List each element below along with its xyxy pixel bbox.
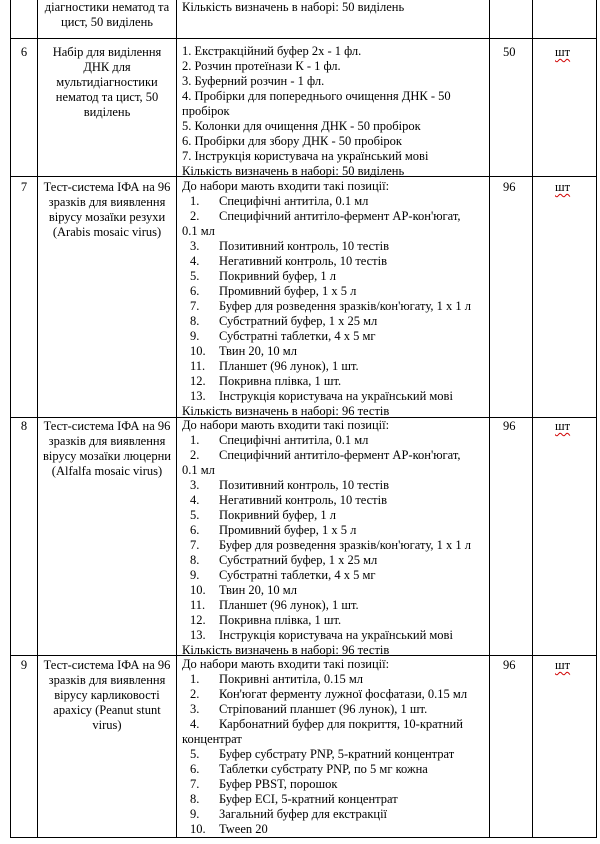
list-number: 1.: [190, 194, 200, 208]
spec-line: Кількість визначень в наборі: 50 виділень: [182, 0, 405, 14]
list-item: Покривний буфер, 1 л: [219, 508, 336, 522]
list-item: Твин 20, 10 мл: [219, 344, 297, 358]
list-number: 2.: [190, 209, 200, 223]
list-item: Кон'югат ферменту лужної фосфатази, 0.15 мл: [219, 687, 468, 701]
list-item: Буфер для розведення зразків/кон'югату, 1 х 1 л: [219, 538, 471, 552]
list-item: Покривний буфер, 1 л: [219, 269, 336, 283]
list-number: 10.: [190, 822, 206, 836]
list-number: 8.: [190, 553, 200, 567]
spec-intro: До набори мають входити такі позиції:: [182, 657, 390, 671]
list-item: Субстратний буфер, 1 х 25 мл: [219, 314, 378, 328]
list-item: Буфер ECI, 5-кратний концентрат: [219, 792, 398, 806]
list-item: Позитивний контроль, 10 тестів: [219, 239, 390, 253]
list-item: Позитивний контроль, 10 тестів: [219, 478, 390, 492]
column-divider: [176, 0, 177, 838]
list-number: 8.: [190, 792, 200, 806]
list-number: 2.: [190, 687, 200, 701]
list-number: 3.: [190, 478, 200, 492]
item-name: Тест-система ІФА на 96 зразків для виявлення вірусу мозаїки резухи (Arabis mosaic virus): [43, 180, 171, 239]
list-item-continuation: концентрат: [182, 732, 242, 746]
list-item: Субстратний буфер, 1 х 25 мл: [219, 553, 378, 567]
list-number: 6.: [190, 523, 200, 537]
list-number: 6.: [190, 762, 200, 776]
row-number: 6: [20, 45, 28, 59]
item-name: Тест-система ІФА на 96 зразків для виявлення вірусу мозаїки люцерни (Alfalfa mosaic virus): [43, 419, 171, 478]
list-item: Промивний буфер, 1 х 5 л: [219, 523, 357, 537]
list-number: 10.: [190, 583, 206, 597]
list-item: Буфер субстрату PNP, 5-кратний концентрат: [219, 747, 455, 761]
list-number: 4.: [190, 254, 200, 268]
list-item: Таблетки субстрату PNP, по 5 мг кожна: [219, 762, 428, 776]
quantity: 96: [503, 180, 516, 194]
spec-intro: До набори мають входити такі позиції:: [182, 418, 390, 432]
list-item: Негативний контроль, 10 тестів: [219, 254, 388, 268]
list-item: Твин 20, 10 мл: [219, 583, 297, 597]
quantity: 96: [503, 419, 516, 433]
list-number: 1.: [190, 672, 200, 686]
list-number: 12.: [190, 613, 206, 627]
unit: шт: [555, 658, 571, 672]
list-item: Стріпований планшет (96 лунок), 1 шт.: [219, 702, 428, 716]
quantity: 96: [503, 658, 516, 672]
list-item: Промивний буфер, 1 х 5 л: [219, 284, 357, 298]
table-bottom-border: [10, 837, 597, 838]
list-item: Карбонатний буфер для покриття, 10-кратний: [219, 717, 463, 731]
list-item-continuation: 0.1 мл: [182, 224, 215, 238]
quantity: 50: [503, 45, 516, 59]
list-number: 3.: [190, 702, 200, 716]
list-number: 11.: [190, 359, 206, 373]
spec-line: 1. Екстракційний буфер 2х - 1 фл.: [182, 44, 362, 58]
list-item: Буфер для розведення зразків/кон'югату, 1 х 1 л: [219, 299, 471, 313]
list-number: 1.: [190, 433, 200, 447]
list-number: 4.: [190, 717, 200, 731]
list-number: 7.: [190, 538, 200, 552]
list-item: Загальний буфер для екстракції: [219, 807, 388, 821]
list-number: 7.: [190, 777, 200, 791]
list-item: Інструкція користувача на український мові: [219, 628, 453, 642]
list-number: 3.: [190, 239, 200, 253]
spec-line: 2. Розчин протеїнази К - 1 фл.: [182, 59, 341, 73]
list-item: Специфічний антитіло-фермент АР-кон'югат,: [219, 209, 461, 223]
spec-footer: Кількість визначень в наборі: 96 тестів: [182, 643, 390, 657]
list-number: 10.: [190, 344, 206, 358]
list-item: Специфічні антитіла, 0.1 мл: [219, 433, 369, 447]
list-item: Покривні антитіла, 0.15 мл: [219, 672, 363, 686]
list-number: 11.: [190, 598, 206, 612]
spec-intro: До набори мають входити такі позиції:: [182, 179, 390, 193]
column-divider: [489, 0, 490, 838]
list-item: Планшет (96 лунок), 1 шт.: [219, 598, 359, 612]
column-divider: [37, 0, 38, 838]
list-item-continuation: 0.1 мл: [182, 463, 215, 477]
table-right-border: [596, 0, 597, 838]
row-number: 9: [20, 658, 28, 672]
list-item: Покривна плівка, 1 шт.: [219, 374, 342, 388]
list-number: 5.: [190, 269, 200, 283]
spec-line: 6. Пробірки для збору ДНК - 50 пробірок: [182, 134, 403, 148]
list-number: 9.: [190, 568, 200, 582]
item-name: діагностики нематод та цист, 50 виділень: [44, 0, 170, 29]
list-number: 9.: [190, 329, 200, 343]
list-item: Специфічні антитіла, 0.1 мл: [219, 194, 369, 208]
list-number: 9.: [190, 807, 200, 821]
unit: шт: [555, 419, 571, 433]
spec-line: 5. Колонки для очищення ДНК - 50 пробірок: [182, 119, 421, 133]
list-number: 5.: [190, 747, 200, 761]
unit: шт: [555, 180, 571, 194]
list-item: Буфер PBST, порошок: [219, 777, 338, 791]
list-item: Субстратні таблетки, 4 х 5 мг: [219, 329, 376, 343]
column-divider: [532, 0, 533, 838]
list-item: Інструкція користувача на український мові: [219, 389, 453, 403]
list-item: Негативний контроль, 10 тестів: [219, 493, 388, 507]
list-item: Специфічний антитіло-фермент АР-кон'югат,: [219, 448, 461, 462]
spec-line: 4. Пробірки для попереднього очищення ДНК - 50: [182, 89, 451, 103]
list-number: 8.: [190, 314, 200, 328]
row-number: 8: [20, 419, 28, 433]
list-number: 6.: [190, 284, 200, 298]
row-divider: [10, 38, 597, 39]
list-item: Планшет (96 лунок), 1 шт.: [219, 359, 359, 373]
item-name: Тест-система ІФА на 96 зразків для виявлення вірусу карликовості арахісу (Peanut stunt virus): [43, 658, 171, 732]
item-name: Набір для виділення ДНК для мультидіагностики нематод та цист, 50 виділень: [52, 45, 162, 119]
spec-line: Кількість визначень в наборі: 50 виділень: [182, 164, 405, 178]
list-number: 7.: [190, 299, 200, 313]
list-number: 5.: [190, 508, 200, 522]
list-number: 2.: [190, 448, 200, 462]
list-number: 12.: [190, 374, 206, 388]
list-item: Покривна плівка, 1 шт.: [219, 613, 342, 627]
spec-footer: Кількість визначень в наборі: 96 тестів: [182, 404, 390, 418]
list-item: Субстратні таблетки, 4 х 5 мг: [219, 568, 376, 582]
unit: шт: [555, 45, 571, 59]
spec-line: 3. Буферний розчин - 1 фл.: [182, 74, 325, 88]
spec-line: пробірок: [182, 104, 230, 118]
list-number: 13.: [190, 389, 206, 403]
list-number: 4.: [190, 493, 200, 507]
list-number: 13.: [190, 628, 206, 642]
list-item: Tween 20: [219, 822, 268, 836]
spec-line: 7. Інструкція користувача на український мові: [182, 149, 429, 163]
row-number: 7: [20, 180, 28, 194]
